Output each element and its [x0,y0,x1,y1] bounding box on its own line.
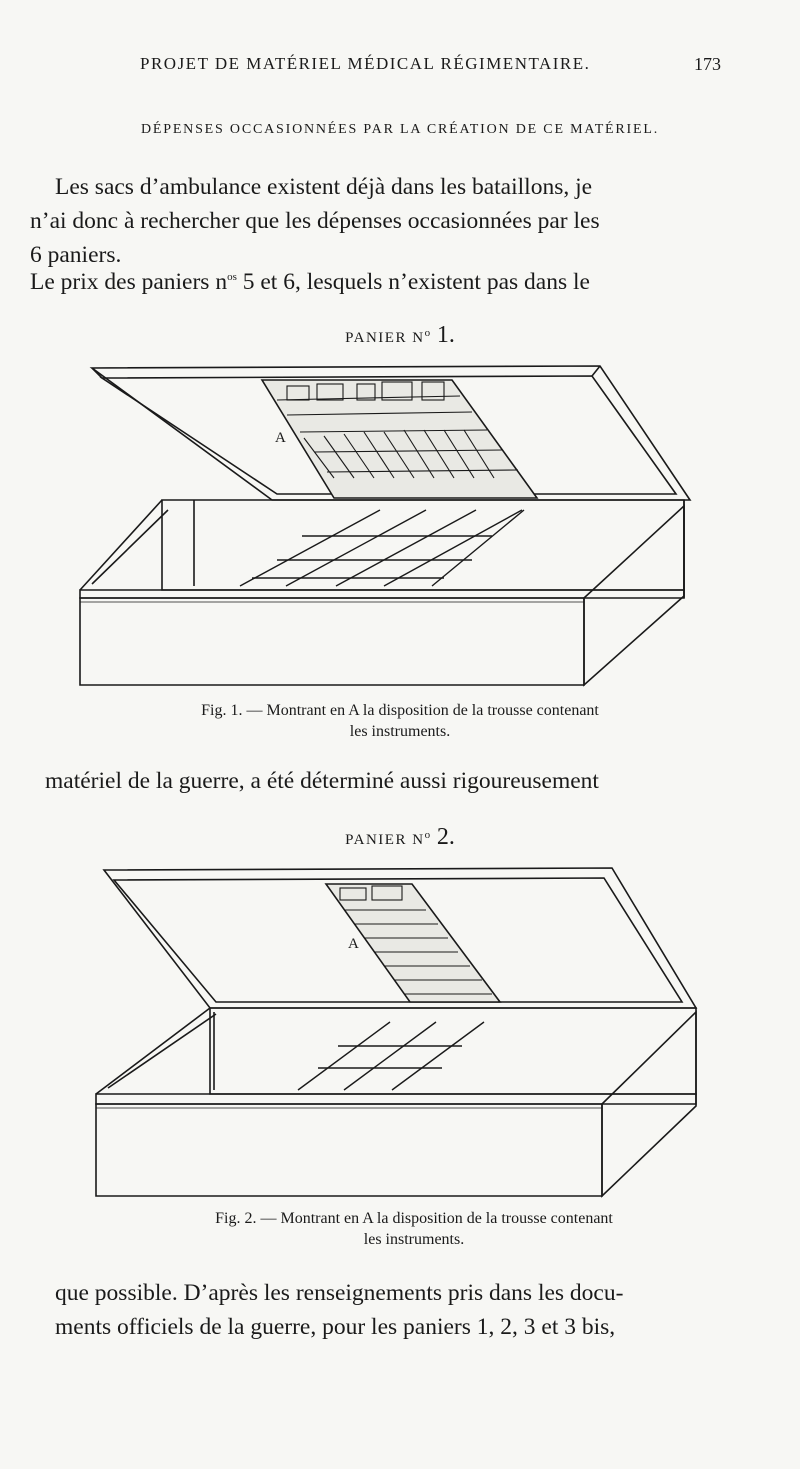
figure-2-label-a: A [348,936,359,952]
paragraph-1-line: 6 paniers. [30,242,122,268]
figure-1-caption-line: Fig. 1. — Montrant en A la disposition de la trousse contenant [201,702,599,719]
paragraph-1-line: n’ai donc à rechercher que les dépenses occasionnées par les [30,208,600,234]
paragraph-4-line: ments officiels de la guerre, pour les paniers 1, 2, 3 et 3 bis, [55,1314,616,1340]
figure-1-label-a: A [275,430,286,446]
figure-2-title-sup: o [424,829,432,841]
paragraph-2-text-a: Le prix des paniers n [30,268,228,295]
figure-1-title [0,322,800,349]
page-number: 173 [694,54,721,74]
paragraph-2-text-b: 5 et 6, lesquels n’existent pas dans le [236,268,590,295]
paragraph-4 [55,1276,755,1344]
figure-1-caption-line: les instruments. [349,723,451,740]
paragraph-4-line: que possible. D’après les renseignements pris dans les docu- [55,1280,624,1306]
figure-1-basket-illustration [72,360,702,695]
figure-2-title-number: 2. [436,824,455,850]
figure-2-caption [14,1208,800,1250]
running-head-title: PROJET DE MATÉRIEL MÉDICAL RÉGIMENTAIRE. [140,54,591,73]
paragraph-3-line: matériel de la guerre, a été déterminé aussi rigoureusement [45,768,599,794]
paragraph-1-line: Les sacs d’ambulance existent déjà dans les bataillons, je [55,174,593,200]
paragraph-2 [30,260,760,299]
figure-2-title [0,824,800,851]
figure-1-caption [0,700,800,742]
paragraph-3 [45,764,745,798]
paragraph-2-superscript: os [227,271,237,283]
figure-1-title-sup: o [424,327,432,339]
figure-2-title-prefix: PANIER N [345,832,425,848]
paragraph-1 [30,170,760,272]
figure-2-caption-line: Fig. 2. — Montrant en A la disposition de la trousse contenant [215,1210,613,1227]
figure-1-title-prefix: PANIER N [345,330,425,346]
running-head [0,54,800,78]
figure-1-title-number: 1. [436,322,455,348]
paragraph-2-line [30,260,760,299]
figure-2-basket-illustration [92,862,702,1202]
figure-2-caption-line: les instruments. [363,1231,465,1248]
section-heading: DÉPENSES OCCASIONNÉES PAR LA CRÉATION DE CE MATÉRIEL. [140,122,660,137]
